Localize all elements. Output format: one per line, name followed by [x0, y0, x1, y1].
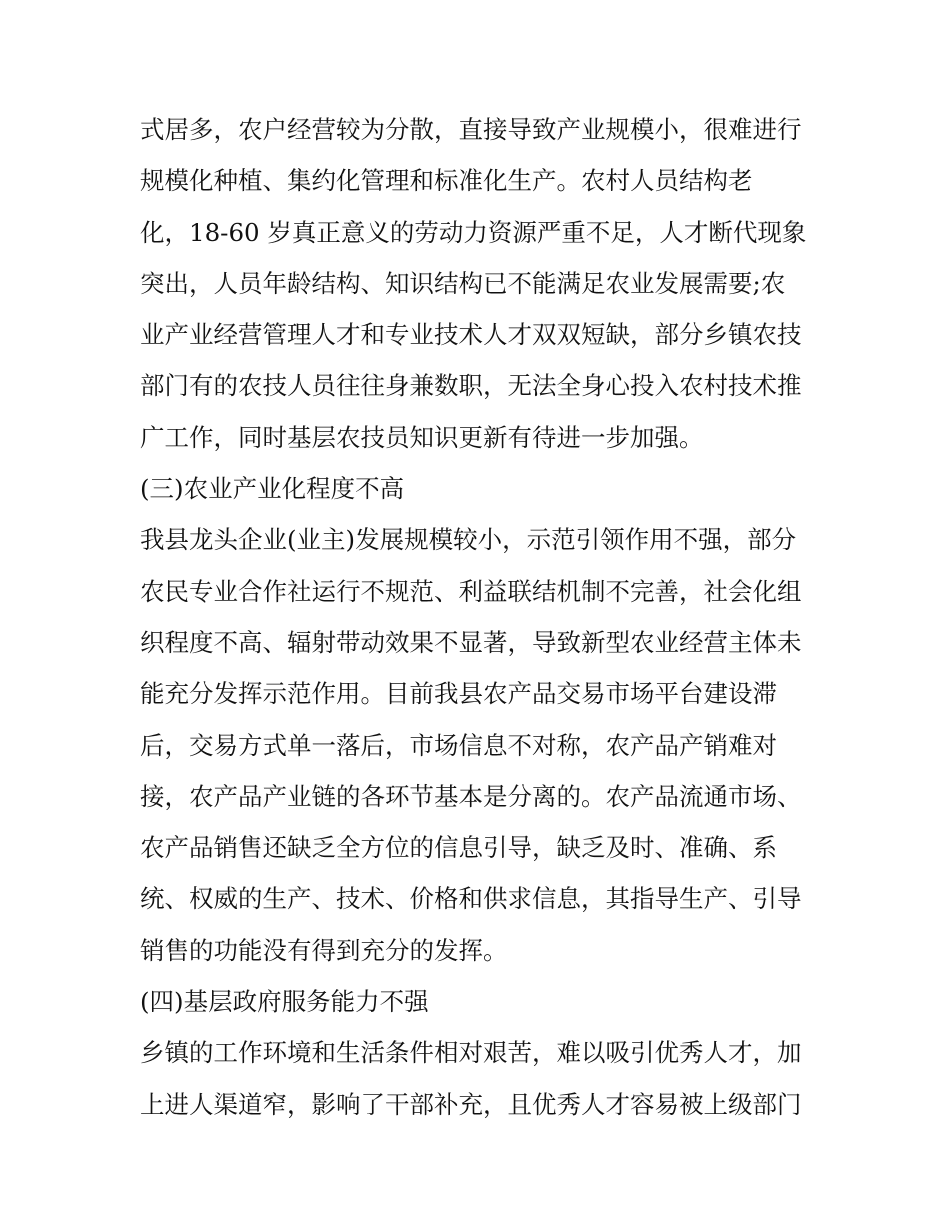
section-heading: (三)农业产业化程度不高: [140, 474, 405, 504]
text-line: 式居多，农户经营较为分散，直接导致产业规模小，很难进行: [140, 115, 802, 144]
text-line: 部门有的农技人员往往身兼数职，无法全身心投入农村技术推: [140, 371, 802, 401]
text-line: 突出，人员年龄结构、知识结构已不能满足农业发展需要;农: [140, 268, 786, 298]
text-line: 后，交易方式单一落后，市场信息不对称，农产品产销难对: [140, 730, 777, 760]
text-line: 上进人渠道窄，影响了干部补充，且优秀人才容易被上级部门: [140, 1089, 802, 1119]
text-line: 销售的功能没有得到充分的发挥。: [140, 935, 508, 965]
text-line: 化，18-60 岁真正意义的劳动力资源严重不足，人才断代现象: [140, 217, 807, 247]
text-line: 接，农产品产业链的各环节基本是分离的。农产品流通市场、: [140, 781, 802, 811]
text-line: 统、权威的生产、技术、价格和供求信息，其指导生产、引导: [140, 884, 802, 914]
text-line: 规模化种植、集约化管理和标准化生产。农村人员结构老: [140, 166, 753, 196]
text-line: 乡镇的工作环境和生活条件相对艰苦，难以吸引优秀人才，加: [140, 1038, 802, 1068]
text-line: 业产业经营管理人才和专业技术人才双双短缺，部分乡镇农技: [140, 320, 802, 350]
document-body: [140, 104, 820, 1130]
text-line: 能充分发挥示范作用。目前我县农产品交易市场平台建设滞: [140, 679, 777, 709]
text-line: 农产品销售还缺乏全方位的信息引导，缺乏及时、准确、系: [140, 833, 777, 863]
text-line: 我县龙头企业(业主)发展规模较小，示范引领作用不强，部分: [140, 525, 797, 555]
text-line: 农民专业合作社运行不规范、利益联结机制不完善，社会化组: [140, 576, 802, 606]
section-heading: (四)基层政府服务能力不强: [140, 987, 429, 1017]
text-line: 织程度不高、辐射带动效果不显著，导致新型农业经营主体未: [140, 627, 802, 657]
text-line: 广工作，同时基层农技员知识更新有待进一步加强。: [140, 422, 704, 452]
